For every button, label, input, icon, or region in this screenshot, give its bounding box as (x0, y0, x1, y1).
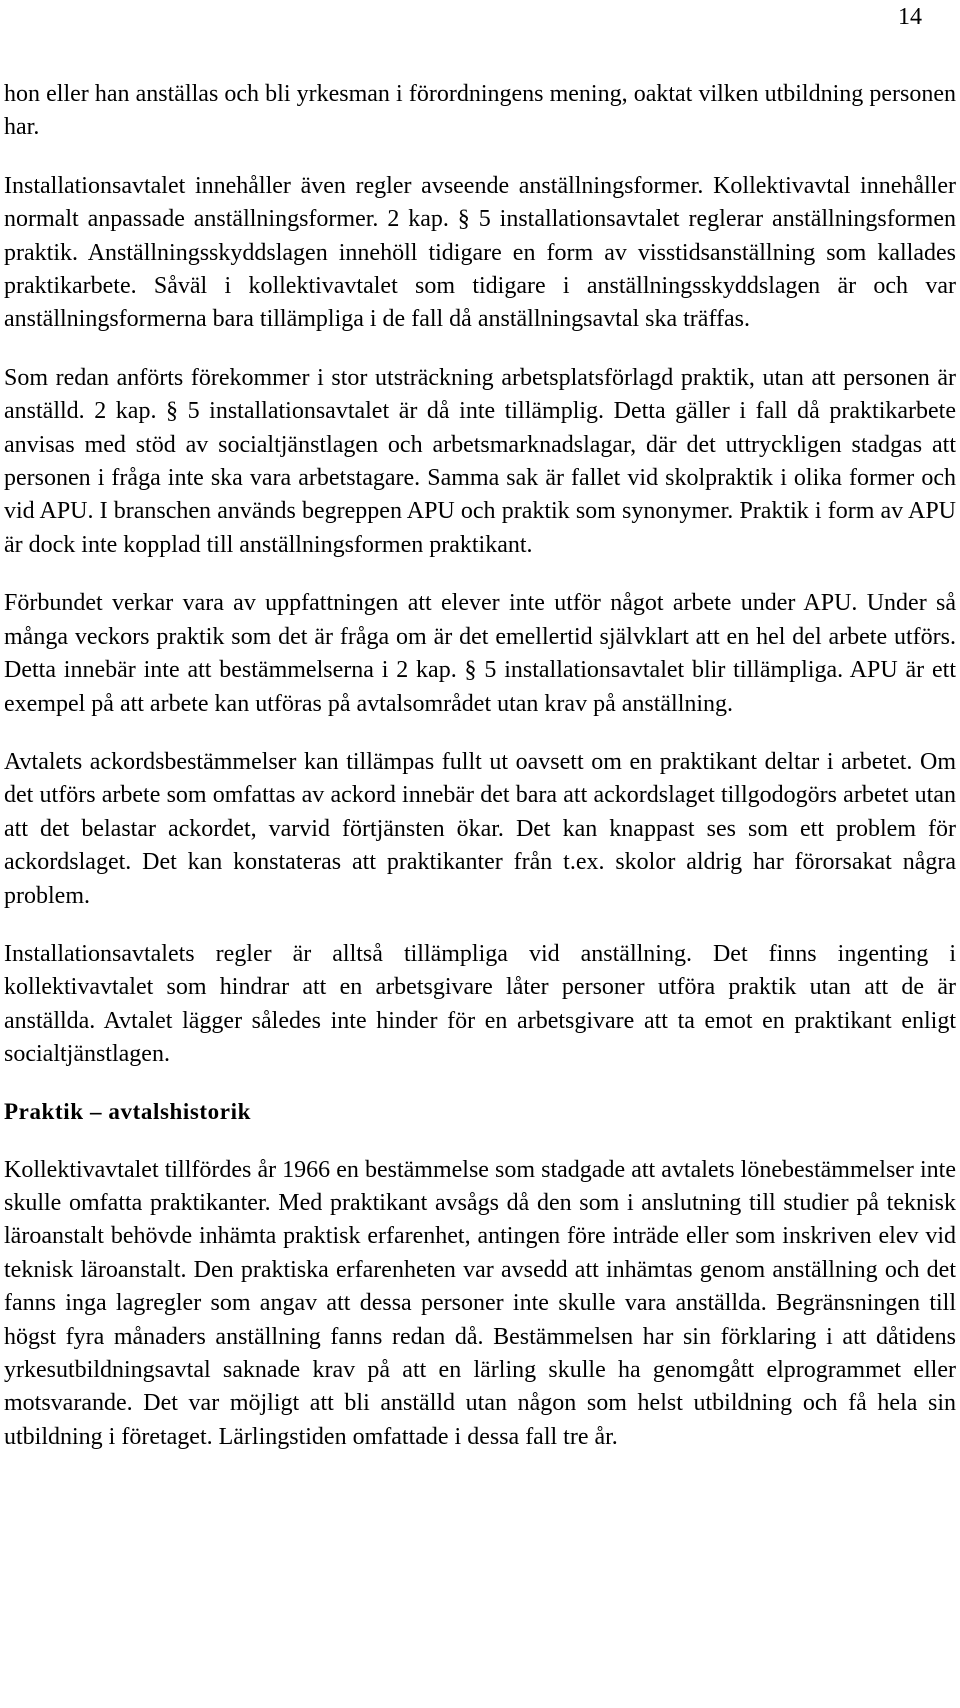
paragraph-1: hon eller han anställas och bli yrkesman i förordningens mening, oaktat vilken utbildning personen har. (4, 81, 956, 141)
document-body (4, 78, 956, 1454)
paragraph-5: Avtalets ackordsbestämmelser kan tillämpas fullt ut oavsett om en praktikant deltar i arbetet. Om det utförs arbete som omfattas av ackord innebär det bara att ackordslaget tillgodogörs arbetet utan att det belastar ackordet, varvid förtjänsten ökar. Det kan knappast ses som ett problem för ackordslaget. Det kan konstateras att praktikanter från t.ex. skolor aldrig har förorsakat några problem. (4, 748, 956, 909)
paragraph-7: Kollektivavtalet tillfördes år 1966 en bestämmelse som stadgade att avtalets lönebestämmelser inte skulle omfatta praktikanter. Med praktikant avsågs då den som i anslutning till studier på teknisk läroanstalt behövde inhämta praktisk erfarenhet, antingen före inträde eller som inskriven elev vid teknisk läroanstalt. Den praktiska erfarenheten var avsedd att inhämtas genom anställning och det fanns inga lagregler som angav att dessa personer inte skulle vara anställda. Begränsningen till högst fyra månaders anställning fanns redan då. Bestämmelsen har sin förklaring i att dåtidens yrkesutbildningsavtal saknade krav på att en lärling skulle ha genomgått elprogrammet eller motsvarande. Det var möjligt att bli anställd utan någon som helst utbildning och få hela sin utbildning i företaget. Lärlingstiden omfattade i dessa fall tre år. (4, 1156, 956, 1450)
page-number: 14 (898, 4, 922, 30)
paragraph-2: Installationsavtalet innehåller även regler avseende anställningsformer. Kollektivavtal innehåller normalt anpassade anställningsformer. 2 kap. § 5 installationsavtalet reglerar anställningsformen praktik. Anställningsskyddslagen innehöll tidigare en form av visstidsanställning som kallades praktikarbete. Såväl i kollektivavtalet som tidigare i anställningsskyddslagen är och var anställningsformerna bara tillämpliga i de fall då anställningsavtal ska träffas. (4, 172, 956, 333)
paragraph-4: Förbundet verkar vara av uppfattningen att elever inte utför något arbete under APU. Under så många veckors praktik som det är fråga om är det emellertid självklart att en hel del arbete utförs. Detta innebär inte att bestämmelserna i 2 kap. § 5 installationsavtalet blir tillämpliga. APU är ett exempel på att arbete kan utföras på avtalsområdet utan krav på anställning. (4, 590, 956, 717)
paragraph-6: Installationsavtalets regler är alltså tillämpliga vid anställning. Det finns ingenting i kollektivavtalet som hindrar att en arbetsgivare låter personer utföra praktik utan att de är anställda. Avtalet lägger således inte hinder för en arbetsgivare att ta emot en praktikant enligt socialtjänstlagen. (4, 940, 956, 1068)
section-heading: Praktik – avtalshistorik (4, 1098, 251, 1124)
paragraph-3: Som redan anförts förekommer i stor utsträckning arbetsplatsförlagd praktik, utan att personen är anställd. 2 kap. § 5 installationsavtalet är då inte tillämplig. Detta gäller i fall då praktikarbete anvisas med stöd av socialtjänstlagen och arbetsmarknadslagar, där det uttryckligen stadgas att personen i fråga inte ska vara arbetstagare. Samma sak är fallet vid skolpraktik i olika former och vid APU. I branschen används begreppen APU och praktik som synonymer. Praktik i form av APU är dock inte kopplad till anställningsformen praktikant. (4, 364, 956, 558)
